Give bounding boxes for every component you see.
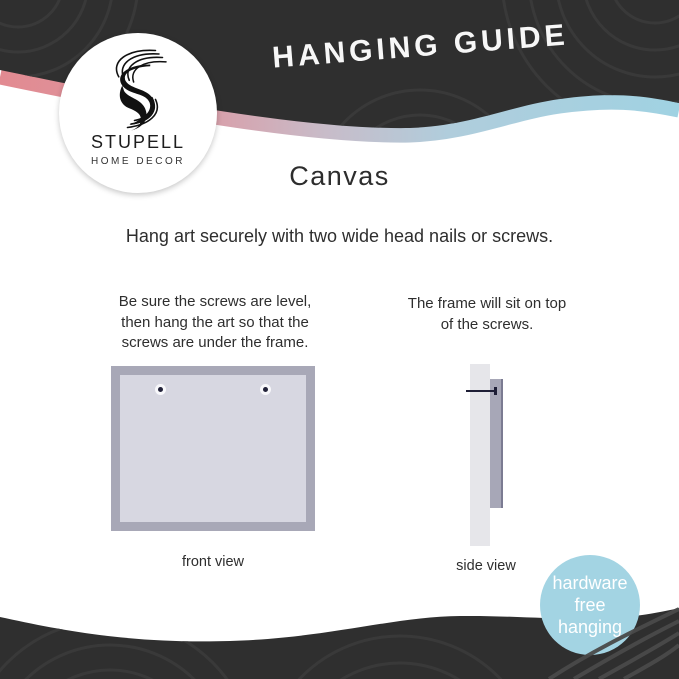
- front-view-instructions: [75, 292, 355, 354]
- stupell-s-icon: [94, 47, 182, 131]
- badge-line: free: [574, 595, 606, 615]
- instruction-text: Hang art securely with two wide head nails or screws.: [125, 226, 554, 246]
- corner-stripe-texture: [519, 589, 679, 679]
- side-instruction-line: The frame will sit on top: [407, 295, 567, 312]
- brand-tagline: HOME DECOR: [91, 156, 185, 167]
- brand-logo: [59, 33, 217, 193]
- side-view-instructions: [377, 294, 597, 335]
- brand-name: STUPELL: [90, 132, 186, 152]
- nail-shaft: [466, 390, 496, 392]
- front-view-diagram: [111, 366, 315, 531]
- front-instruction-line: Be sure the screws are level,: [118, 293, 312, 310]
- banner-title: HANGING GUIDE: [271, 18, 570, 75]
- front-instruction-line: screws are under the frame.: [121, 334, 309, 351]
- product-type-title: Canvas: [289, 161, 390, 191]
- frame-side-bar: [490, 379, 503, 508]
- side-instruction-line: of the screws.: [440, 315, 534, 333]
- side-view-caption: side view: [456, 558, 516, 574]
- nail-head: [494, 387, 497, 395]
- front-view-caption: front view: [181, 554, 245, 570]
- screw-dot-left: [158, 387, 163, 392]
- badge-line: hanging: [557, 617, 623, 637]
- front-instruction-line: then hang the art so that the: [121, 313, 309, 331]
- screw-dot-right: [263, 387, 268, 392]
- badge-line: hardware: [552, 573, 628, 593]
- nail-icon: [466, 388, 497, 396]
